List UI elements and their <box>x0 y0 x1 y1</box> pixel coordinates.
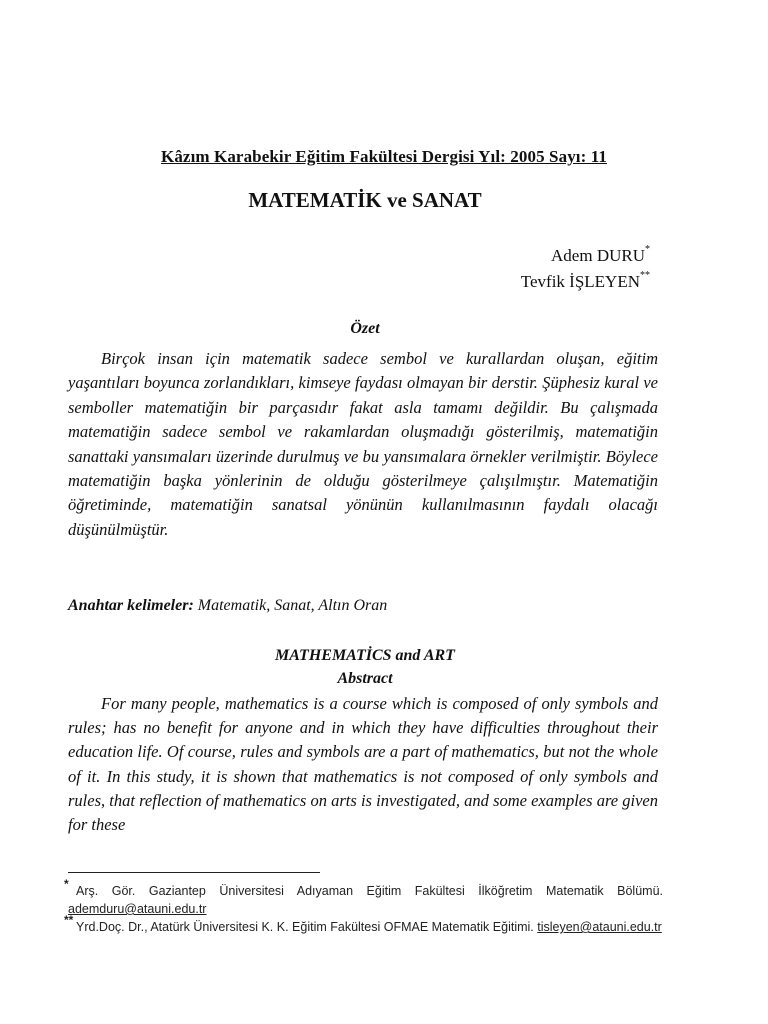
footnote-text <box>68 918 663 936</box>
journal-header: Kâzım Karabekir Eğitim Fakültesi Dergisi Yıl: 2005 Sayı: 11 <box>161 147 607 166</box>
footnote-1 <box>64 877 663 918</box>
keywords-label: Anahtar kelimeler: <box>68 597 194 614</box>
author-name: Tevfik İŞLEYEN <box>520 272 640 291</box>
footnote-email-link[interactable]: ademduru@atauni.edu.tr <box>68 902 207 916</box>
author-footnote-mark: * <box>645 244 650 256</box>
footnote-divider <box>68 872 320 873</box>
author-1 <box>551 246 650 266</box>
keywords-line <box>68 597 387 615</box>
ozet-body: Birçok insan için matematik sadece sembol ve kurallardan oluşan, eğitim yaşantıları boyunca zorlandıkları, kimseye faydası olmayan bir derstir. Şüphesiz kural ve semboller matematiğin bir parçasıdır fakat asla tamamı değildir. Bu çalışmada matematiğin sadece sembol ve rakamlardan oluşmadığı gösterilmiş, matematiğin sanattaki yansımaları üzerinde durulmuş ve bu yansımalara örnekler verilmiştir. Böylece matematiğin başka yönlerinin de olduğu gösterilmeye çalışılmıştır. Matematiğin öğretiminde, matematiğin sanatsal yönünün kullanılmasının faydalı olacağı düşünülmüştür. <box>68 349 658 539</box>
abstract-body: For many people, mathematics is a course which is composed of only symbols and rules; has no benefit for anyone and in which they have difficulties throughout their education life. Of course, rules and symbols are a part of mathematics, but not the whole of it. In this study, it is shown that mathematics is not composed of only symbols and rules, that reflection of mathematics on arts is investigated, and some examples are given for these <box>68 694 658 835</box>
footnote-email-link[interactable]: tisleyen@atauni.edu.tr <box>537 920 662 934</box>
english-title: MATHEMATİCS and ART <box>275 647 455 664</box>
footnote-mark: * <box>64 877 69 891</box>
author-footnote-mark: ** <box>640 270 650 282</box>
author-name: Adem DURU <box>551 246 645 265</box>
ozet-heading: Özet <box>350 320 380 337</box>
footnote-affiliation: Yrd.Doç. Dr., Atatürk Üniversitesi K. K. Eğitim Fakültesi OFMAE Matematik Eğitimi. <box>76 920 534 934</box>
footnote-text <box>68 882 663 918</box>
author-2 <box>521 272 650 292</box>
keywords-value: Matematik, Sanat, Altın Oran <box>197 597 388 614</box>
footnote-mark: ** <box>64 913 74 927</box>
footnote-2 <box>64 913 663 936</box>
abstract-heading: Abstract <box>337 670 393 687</box>
footnote-affiliation: Arş. Gör. Gaziantep Üniversitesi Adıyaman Eğitim Fakültesi İlköğretim Matematik Bölümü. <box>76 884 663 898</box>
paper-title: MATEMATİK ve SANAT <box>248 188 482 212</box>
